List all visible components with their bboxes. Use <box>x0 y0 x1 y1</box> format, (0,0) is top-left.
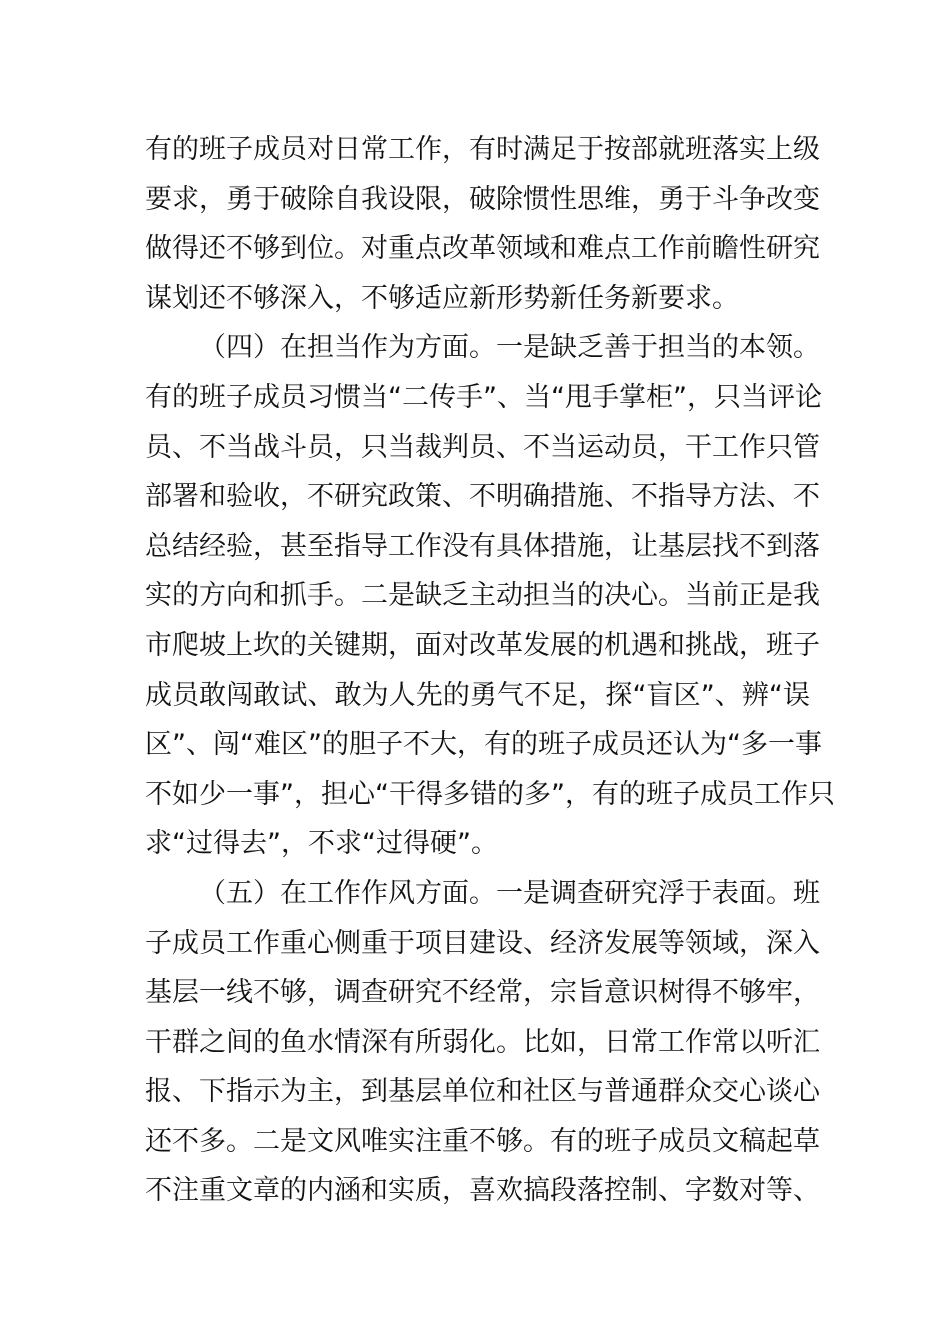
body-text <box>145 125 835 1216</box>
text-line: 报、下指示为主，到基层单位和社区与普通群众交心谈心 <box>145 1076 820 1108</box>
text-line: 做得还不够到位。对重点改革领域和难点工作前瞻性研究 <box>145 233 820 265</box>
text-line: 要求，勇于破除自我设限，破除惯性思维，勇于斗争改变 <box>145 183 820 215</box>
text-line: 实的方向和抓手。二是缺乏主动担当的决心。当前正是我 <box>145 580 820 612</box>
text-line: 基层一线不够，调查研究不经常，宗旨意识树得不够牢， <box>145 977 820 1009</box>
text-line: 市爬坡上坎的关键期，面对改革发展的机遇和挑战，班子 <box>145 629 820 661</box>
text-line: 求“过得去”，不求“过得硬”。 <box>145 828 498 860</box>
text-line: 谋划还不够深入，不够适应新形势新任务新要求。 <box>145 282 739 314</box>
section-heading-line: （五）在工作作风方面。一是调查研究浮于表面。班 <box>199 877 820 909</box>
section-heading-line: （四）在担当作为方面。一是缺乏善于担当的本领。 <box>199 332 820 364</box>
text-line: 总结经验，甚至指导工作没有具体措施，让基层找不到落 <box>145 530 820 562</box>
text-line: 有的班子成员习惯当“二传手”、当“甩手掌柜”，只当评论 <box>145 381 822 413</box>
text-line: 不注重文章的内涵和实质，喜欢搞段落控制、字数对等、 <box>145 1175 820 1207</box>
text-line: 还不多。二是文风唯实注重不够。有的班子成员文稿起草 <box>145 1125 820 1157</box>
text-line: 区”、闯“难区”的胆子不大，有的班子成员还认为“多一事 <box>145 729 822 761</box>
text-line: 子成员工作重心侧重于项目建设、经济发展等领域，深入 <box>145 927 820 959</box>
text-line: 部署和验收，不研究政策、不明确措施、不指导方法、不 <box>145 481 820 513</box>
text-line: 员、不当战斗员，只当裁判员、不当运动员，干工作只管 <box>145 431 820 463</box>
text-line: 干群之间的鱼水情深有所弱化。比如，日常工作常以听汇 <box>145 1026 820 1058</box>
text-line: 有的班子成员对日常工作，有时满足于按部就班落实上级 <box>145 134 820 165</box>
text-line: 不如少一事”，担心“干得多错的多”，有的班子成员工作只 <box>145 778 835 810</box>
text-line: 成员敢闯敢试、敢为人先的勇气不足，探“盲区”、辨“误 <box>145 679 810 711</box>
